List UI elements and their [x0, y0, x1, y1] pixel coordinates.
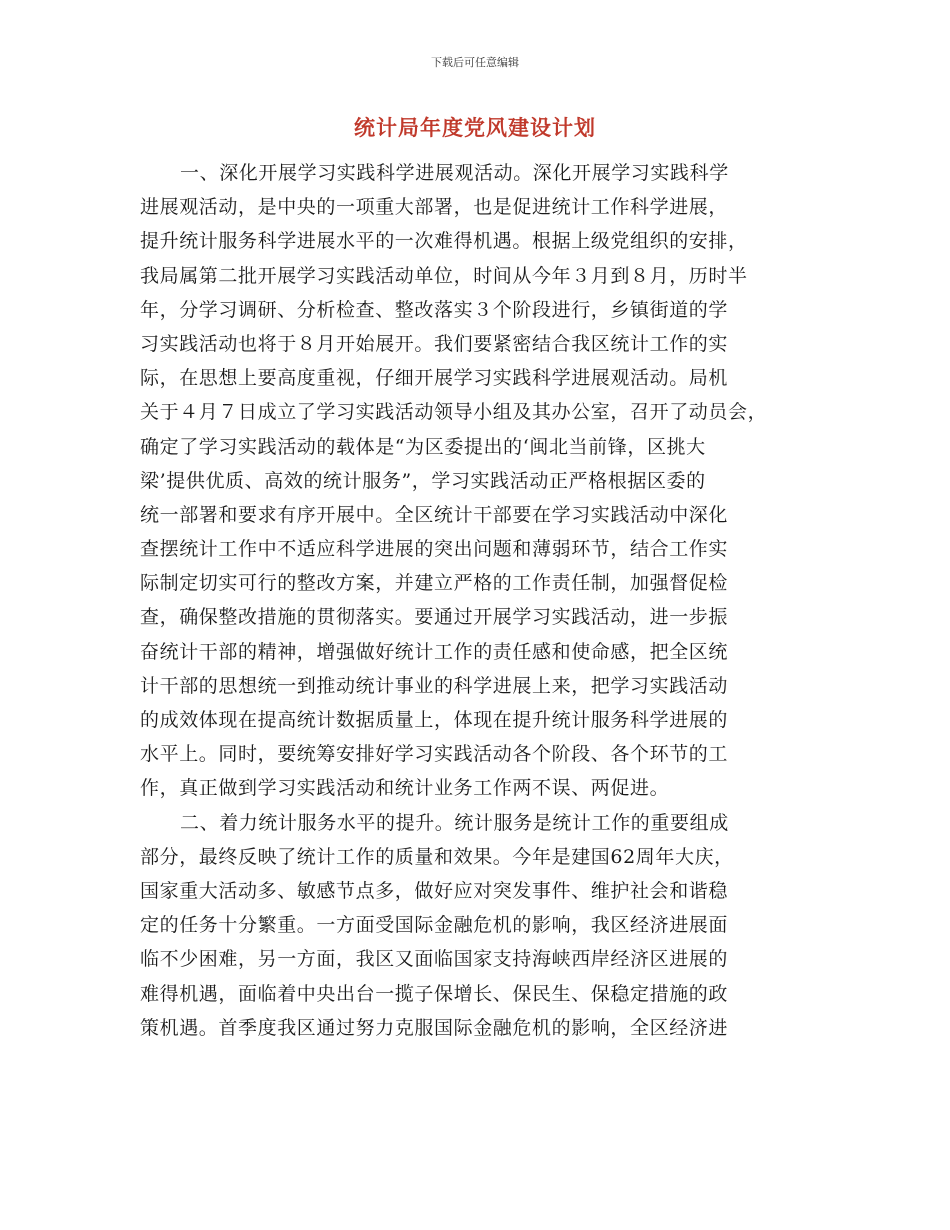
paragraph-1-line: 水平上。同时，要统筹安排好学习实践活动各个阶段、各个环节的工 [140, 743, 729, 766]
paragraph-1-line: 我局属第二批开展学习实践活动单位，时间从今年３月到８月，历时半 [140, 264, 748, 287]
paragraph-1-line: 年，分学习调研、分析检查、整改落实３个阶段进行，乡镇街道的学 [140, 298, 729, 321]
paragraph-1-line: 统一部署和要求有序开展中。全区统计干部要在学习实践活动中深化 [140, 503, 729, 526]
paragraph-1-line: 查摆统计工作中不适应科学进展的突出问题和薄弱环节，结合工作实 [140, 538, 729, 561]
paragraph-1-line: 计干部的思想统一到推动统计事业的科学进展上来，把学习实践活动 [140, 674, 729, 697]
paragraph-1-line: 进展观活动，是中央的一项重大部署，也是促进统计工作科学进展， [140, 196, 729, 219]
paragraph-2-line: 国家重大活动多、敏感节点多，做好应对突发事件、维护社会和谐稳 [140, 879, 729, 902]
paragraph-1-line: 一、深化开展学习实践科学进展观活动。深化开展学习实践科学 [180, 162, 729, 184]
page-header-note: 下载后可任意编辑 [431, 56, 519, 69]
paragraph-1-line: 际，在思想上要高度重视，仔细开展学习实践科学进展观活动。局机 [140, 367, 729, 390]
paragraph-1-line: 作，真正做到学习实践活动和统计业务工作两不误、两促进。 [140, 777, 670, 800]
paragraph-1-line: 提升统计服务科学进展水平的一次难得机遇。根据上级党组织的安排， [140, 230, 748, 253]
document-body [140, 156, 820, 1045]
paragraph-1-line: 梁’提供优质、高效的统计服务”，学习实践活动正严格根据区委的 [140, 469, 706, 492]
paragraph-1-line: 的成效体现在提高统计数据质量上，体现在提升统计服务科学进展的 [140, 709, 729, 731]
paragraph-2-line: 定的任务十分繁重。一方面受国际金融危机的影响，我区经济进展面 [140, 914, 729, 937]
paragraph-1-line: 习实践活动也将于８月开始展开。我们要紧密结合我区统计工作的实 [140, 332, 729, 355]
paragraph-2-line: 二、着力统计服务水平的提升。统计服务是统计工作的重要组成 [180, 811, 729, 834]
document-title: 统计局年度党风建设计划 [354, 116, 596, 140]
paragraph-1-line: 查，确保整改措施的贯彻落实。要通过开展学习实践活动，进一步振 [140, 606, 729, 629]
paragraph-1-line: 奋统计干部的精神，增强做好统计工作的责任感和使命感，把全区统 [140, 640, 729, 663]
paragraph-1-line: 际制定切实可行的整改方案，并建立严格的工作责任制，加强督促检 [140, 572, 729, 595]
paragraph-2-line: 策机遇。首季度我区通过努力克服国际金融危机的影响，全区经济进 [140, 1016, 729, 1039]
paragraph-1-line: 确定了学习实践活动的载体是“为区委提出的‘闽北当前锋，区挑大 [140, 435, 706, 458]
paragraph-2-line: 临不少困难，另一方面，我区又面临国家支持海峡西岸经济区进展的 [140, 948, 729, 971]
paragraph-2-line: 部分，最终反映了统计工作的质量和效果。今年是建国62周年大庆， [140, 845, 734, 868]
paragraph-2-line: 难得机遇，面临着中央出台一揽子保增长、保民生、保稳定措施的政 [140, 982, 729, 1005]
paragraph-1-line: 关于４月７日成立了学习实践活动领导小组及其办公室，召开了动员会， [140, 401, 768, 424]
